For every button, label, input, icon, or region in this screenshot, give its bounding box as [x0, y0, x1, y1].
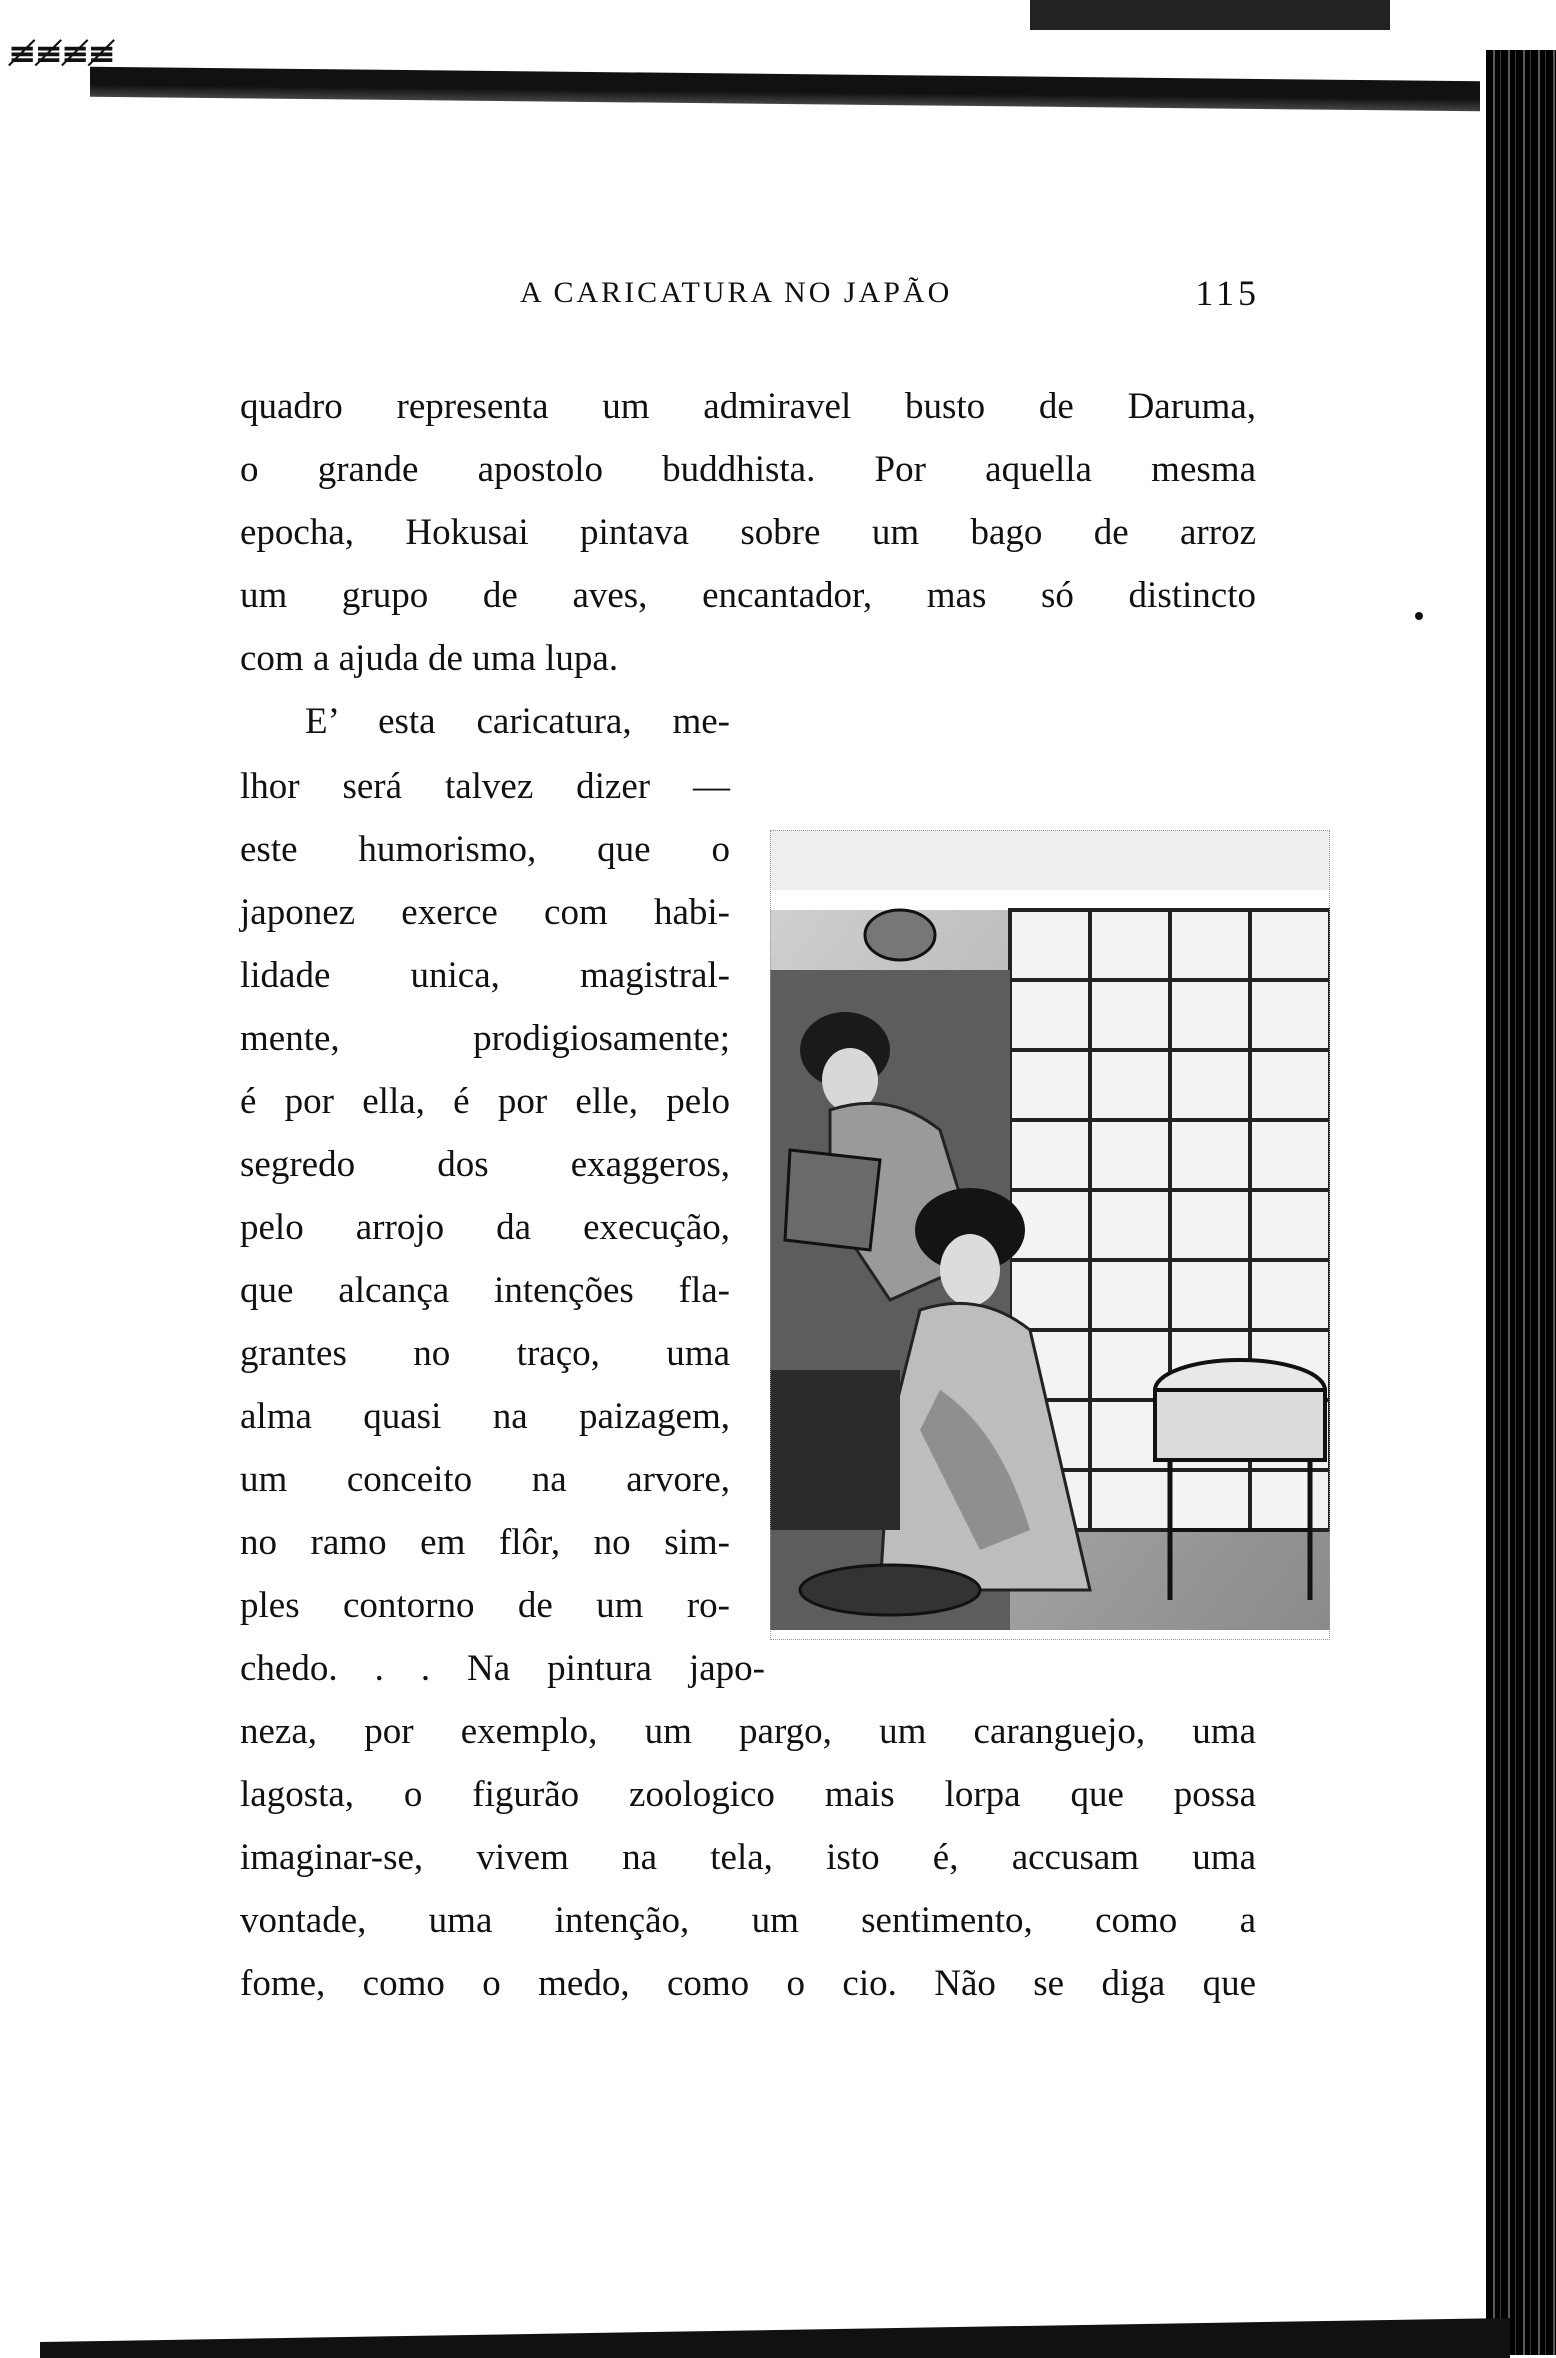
text-line: imaginar-se, vivem na tela, isto é, accusam uma — [240, 1837, 1256, 1878]
ink-speck — [1415, 612, 1423, 620]
text-line: com a ajuda de uma lupa. — [240, 638, 619, 679]
text-line: E’ esta caricatura, me- — [305, 701, 730, 742]
text-line: neza, por exemplo, um pargo, um caranguejo, uma — [240, 1711, 1256, 1752]
text-line: que alcança intenções fla- — [240, 1270, 730, 1311]
text-line: grantes no traço, uma — [240, 1333, 730, 1374]
scan-shadow-bottom — [40, 2318, 1510, 2358]
text-line: alma quasi na paizagem, — [240, 1396, 730, 1437]
page-number: 115 — [1195, 273, 1260, 313]
photo-illustration — [770, 830, 1330, 1640]
text-line: ples contorno de um ro- — [240, 1585, 730, 1626]
text-line: um conceito na arvore, — [240, 1459, 730, 1500]
text-line: é por ella, é por elle, pelo — [240, 1081, 730, 1122]
scan-shadow-top — [90, 67, 1480, 112]
text-line: epocha, Hokusai pintava sobre um bago de arroz — [240, 512, 1256, 553]
running-head — [520, 273, 1260, 316]
text-line: lhor será talvez dizer — — [240, 766, 730, 807]
text-line: lagosta, o figurão zoologico mais lorpa que possa — [240, 1774, 1256, 1815]
text-line: fome, como o medo, como o cio. Não se diga que — [240, 1963, 1256, 2004]
ink-marks: ≢≢≢≢ — [8, 34, 114, 74]
text-line: este humorismo, que o — [240, 829, 730, 870]
text-line: mente, prodigiosamente; — [240, 1018, 730, 1059]
text-line: vontade, uma intenção, um sentimento, como a — [240, 1900, 1256, 1941]
text-line: japonez exerce com habi- — [240, 892, 730, 933]
text-line: o grande apostolo buddhista. Por aquella mesma — [240, 449, 1256, 490]
text-line: pelo arrojo da execução, — [240, 1207, 730, 1248]
book-spine-shadow — [1486, 50, 1556, 2355]
text-line: lidade unica, magistral- — [240, 955, 730, 996]
text-line: no ramo em flôr, no sim- — [240, 1522, 730, 1563]
photo-frame — [770, 830, 1330, 1640]
text-line: um grupo de aves, encantador, mas só distincto — [240, 575, 1256, 616]
scan-edge-top — [1030, 0, 1390, 30]
text-line: chedo. . . Na pintura japo- — [240, 1648, 765, 1689]
text-line: segredo dos exaggeros, — [240, 1144, 730, 1185]
text-line: quadro representa um admiravel busto de Daruma, — [240, 386, 1256, 427]
running-title: A CARICATURA NO JAPÃO — [520, 276, 953, 309]
